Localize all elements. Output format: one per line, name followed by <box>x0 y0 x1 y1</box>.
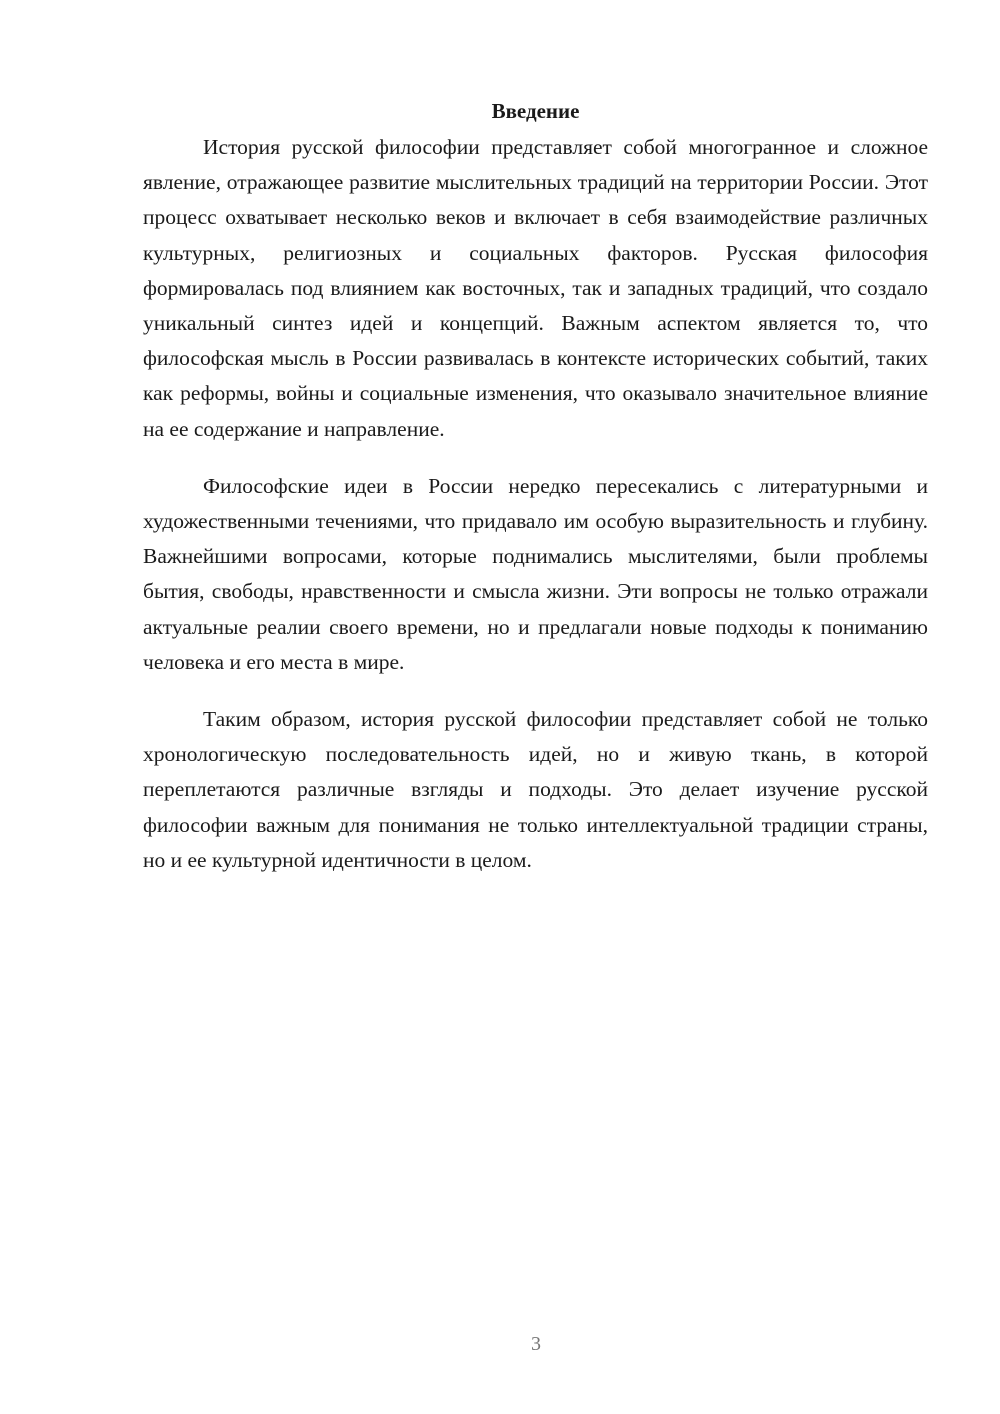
paragraph-3: Таким образом, история русской философии представляет собой не только хронологическую последовательность идей, но и живую ткань, в которой переплетаются различные взгляды и подходы. Это делает изучение русской философии важным для понимания не только интеллектуальной традиции страны, но и ее культурной идентичности в целом. <box>143 707 928 872</box>
paragraph-2: Философские идеи в России нередко пересекались с литературными и художественными течениями, что придавало им особую выразительность и глубину. Важнейшими вопросами, которые поднимались мыслителями, были проблемы бытия, свободы, нравственности и смысла жизни. Эти вопросы не только отражали актуальные реалии своего времени, но и предлагали новые подходы к пониманию человека и его места в мире. <box>143 473 928 674</box>
paragraph-1: История русской философии представляет собой многогранное и сложное явление, отражающее развитие мыслительных традиций на территории России. Этот процесс охватывает несколько веков и включает в себя взаимодействие различных культурных, религиозных и социальных факторов. Русская философия формировалась под влиянием как восточных, так и западных традиций, что создало уникальный синтез идей и концепций. Важным аспектом является то, что философская мысль в России развивалась в контексте исторических событий, таких как реформы, войны и социальные изменения, что оказывало значительное влияние на ее содержание и направление. <box>143 135 928 441</box>
section-title: Введение <box>491 99 580 123</box>
page-number: 3 <box>531 1333 541 1355</box>
page-content <box>143 96 928 878</box>
